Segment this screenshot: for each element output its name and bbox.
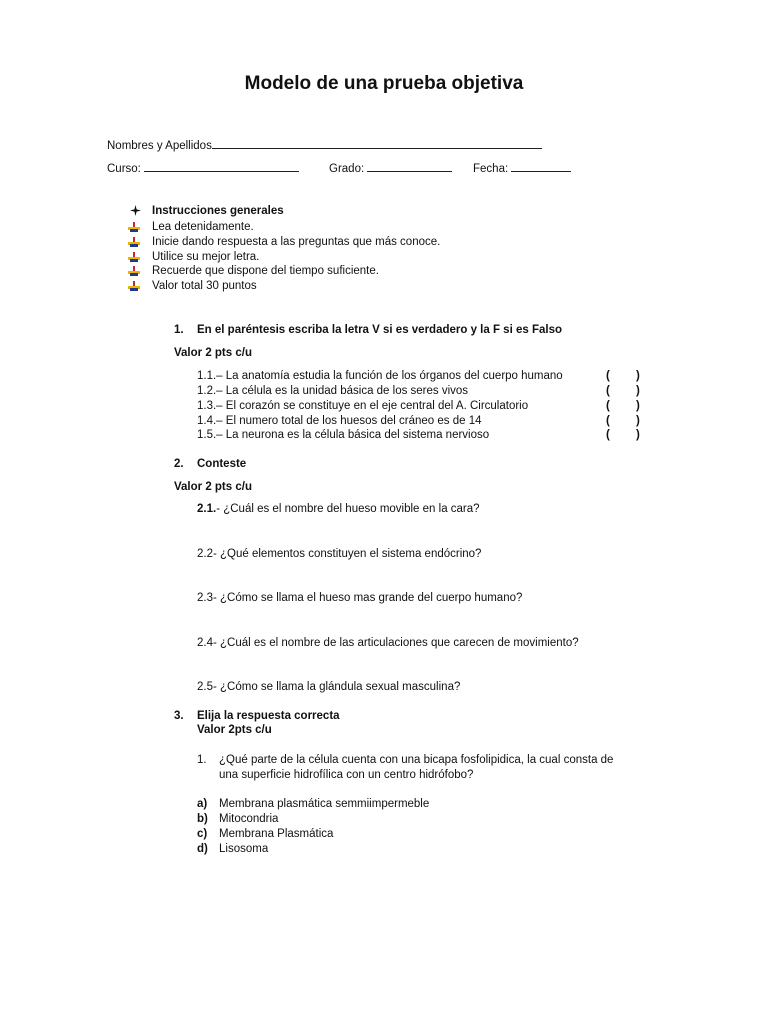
- section3-number: 3.: [174, 710, 184, 722]
- tf-item: 1.5.– La neurona es la célula básica del sistema nervioso: [197, 429, 490, 441]
- pushpin-icon: [128, 266, 140, 276]
- grade-label: Grado:: [329, 163, 365, 175]
- grade-blank[interactable]: [367, 160, 452, 172]
- section2-value: Valor 2 pts c/u: [174, 481, 252, 493]
- names-field: [107, 137, 542, 152]
- section3-heading: Elija la respuesta correcta: [197, 710, 340, 722]
- section1-number: 1.: [174, 324, 184, 336]
- grade-field: [329, 160, 452, 175]
- date-label: Fecha:: [473, 163, 509, 175]
- paren-open: (: [606, 429, 610, 441]
- question-number: 2.1.: [197, 503, 217, 515]
- open-question: 2.5- ¿Cómo se llama la glándula sexual masculina?: [197, 681, 461, 693]
- question-text: - ¿Cuál es el nombre del hueso movible en la cara?: [216, 503, 480, 515]
- option-b[interactable]: Mitocondria: [219, 813, 279, 825]
- option-letter: b): [197, 813, 208, 825]
- option-c[interactable]: Membrana Plasmática: [219, 828, 334, 840]
- names-label: Nombres y Apellidos: [107, 140, 212, 152]
- tf-item: 1.1.– La anatomía estudia la función de los órganos del cuerpo humano: [197, 370, 563, 382]
- mc-question-number: 1.: [197, 754, 207, 766]
- instruction-item: Lea detenidamente.: [152, 221, 254, 233]
- course-blank[interactable]: [144, 160, 299, 172]
- section2-heading: Conteste: [197, 458, 247, 470]
- tf-item: 1.3.– El corazón se constituye en el eje central del A. Circulatorio: [197, 400, 529, 412]
- option-letter: d): [197, 843, 208, 855]
- instruction-item: Recuerde que dispone del tiempo suficiente.: [152, 265, 379, 277]
- pushpin-icon: [128, 222, 140, 232]
- section1-heading: En el paréntesis escriba la letra V si es verdadero y la F si es Falso: [197, 324, 562, 336]
- tf-item: 1.2.– La célula es la unidad básica de los seres vivos: [197, 385, 469, 397]
- option-d[interactable]: Lisosoma: [219, 843, 269, 855]
- section1-value: Valor 2 pts c/u: [174, 347, 252, 359]
- option-letter: a): [197, 798, 208, 810]
- course-field: [107, 160, 299, 175]
- paren-close: ): [636, 385, 640, 397]
- diamond-star-icon: [130, 205, 141, 219]
- paren-close: ): [636, 400, 640, 412]
- date-field: [473, 160, 571, 175]
- open-question: [197, 503, 480, 515]
- open-question: 2.3- ¿Cómo se llama el hueso mas grande del cuerpo humano?: [197, 592, 523, 604]
- option-letter: c): [197, 828, 208, 840]
- tf-item: 1.4.– El numero total de los huesos del cráneo es de 14: [197, 415, 482, 427]
- pushpin-icon: [128, 281, 140, 291]
- paren-open: (: [606, 415, 610, 427]
- course-label: Curso:: [107, 163, 141, 175]
- paren-close: ): [636, 370, 640, 382]
- pushpin-icon: [128, 237, 140, 247]
- paren-open: (: [606, 385, 610, 397]
- instruction-item: Valor total 30 puntos: [152, 280, 257, 292]
- option-a[interactable]: Membrana plasmática semmiimpermeble: [219, 798, 430, 810]
- open-question: 2.4- ¿Cuál es el nombre de las articulaciones que carecen de movimiento?: [197, 637, 579, 649]
- mc-question-line: ¿Qué parte de la célula cuenta con una bicapa fosfolipidica, la cual consta de: [219, 754, 614, 766]
- names-blank[interactable]: [212, 137, 542, 149]
- page-title: Modelo de una prueba objetiva: [244, 73, 524, 94]
- paren-open: (: [606, 400, 610, 412]
- instruction-item: Inicie dando respuesta a las preguntas que más conoce.: [152, 236, 441, 248]
- pushpin-icon: [128, 252, 140, 262]
- section3-value: Valor 2pts c/u: [197, 724, 272, 736]
- paren-close: ): [636, 415, 640, 427]
- date-blank[interactable]: [511, 160, 571, 172]
- paren-close: ): [636, 429, 640, 441]
- mc-question-line: una superficie hidrofílica con un centro hidrófobo?: [219, 769, 474, 781]
- instruction-item: Utilice su mejor letra.: [152, 251, 260, 263]
- paren-open: (: [606, 370, 610, 382]
- instructions-heading: Instrucciones generales: [152, 205, 284, 217]
- section2-number: 2.: [174, 458, 184, 470]
- open-question: 2.2- ¿Qué elementos constituyen el sistema endócrino?: [197, 548, 482, 560]
